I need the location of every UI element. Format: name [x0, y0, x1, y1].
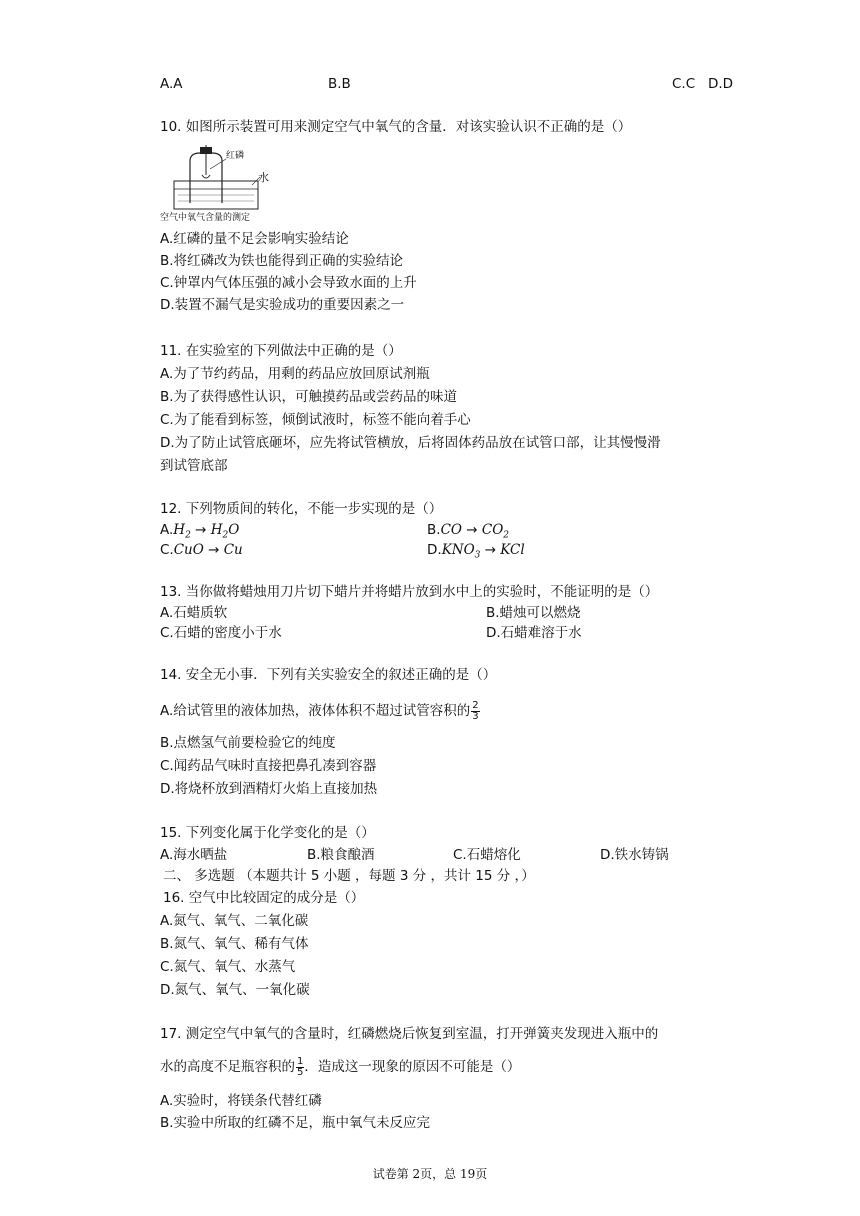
q16-option-a: A.氮气、氧气、二氧化碳 — [160, 913, 309, 929]
q17-stem-line1: 17. 测定空气中氧气的含量时，红磷燃烧后恢复到室温，打开弹簧夹发现进入瓶中的 — [160, 1026, 659, 1042]
q10-option-b: B.将红磷改为铁也能得到正确的实验结论 — [160, 253, 404, 269]
q11-option-d-continued: 到试管底部 — [160, 458, 228, 474]
q16-option-c: C.氮气、氧气、水蒸气 — [160, 959, 296, 975]
q13-option-a: A.石蜡质软 — [160, 605, 228, 621]
q12-stem: 12. 下列物质间的转化，不能一步实现的是（） — [160, 501, 443, 517]
q17-option-a: A.实验时，将镁条代替红磷 — [160, 1093, 322, 1109]
q9-option-a: A.A — [160, 76, 183, 92]
q13-option-c: C.石蜡的密度小于水 — [160, 625, 282, 641]
q14-option-d: D.将烧杯放到酒精灯火焰上直接加热 — [160, 781, 378, 797]
q9-option-c: C.C — [672, 76, 696, 92]
figure-label-phosphorus: 红磷 — [226, 151, 245, 161]
q16-option-d: D.氮气、氧气、一氧化碳 — [160, 982, 310, 998]
q15-option-c: C.石蜡熔化 — [453, 847, 521, 863]
q11-option-b: B.为了获得感性认识，可触摸药品或尝药品的味道 — [160, 389, 458, 405]
q12-option-d: $D.KNO_3$ → KCl — [427, 542, 525, 561]
q10-stem: 10. 如图所示装置可用来测定空气中氧气的含量．对该实验认识不正确的是（） — [160, 119, 632, 135]
q16-stem: 16. 空气中比较固定的成分是（） — [163, 890, 365, 906]
q15-option-b: B.粮食酿酒 — [307, 847, 375, 863]
q17-stem-line2: 水的高度不足瓶容积的 $\frac{1}{5}$ ．造成这一现象的原因不可能是（） — [160, 1055, 521, 1078]
q11-option-a: A.为了节约药品，用剩的药品应放回原试剂瓶 — [160, 366, 430, 382]
q14-option-a: A.给试管里的液体加热，液体体积不超过试管容积的 $\frac{2}{3}$ — [160, 699, 479, 722]
q10-option-d: D.装置不漏气是实验成功的重要因素之一 — [160, 297, 405, 313]
q12-option-b: $B.CO \to CO_2$ — [427, 522, 510, 541]
page-footer: 试卷第 2页，总 19页 — [372, 1167, 488, 1181]
q10-option-c: C.钟罩内气体压强的减小会导致水面的上升 — [160, 275, 417, 291]
q12-option-c: C.CuO → Cu — [160, 542, 243, 558]
q14-option-c: C.闻药品气味时直接把鼻孔凑到容器 — [160, 758, 377, 774]
q14-option-b: B.点燃氢气前要检验它的纯度 — [160, 735, 336, 751]
figure-caption: 空气中氧气含量的测定 — [160, 213, 251, 223]
q17-option-b: B.实验中所取的红磷不足，瓶中氧气未反应完 — [160, 1115, 431, 1131]
q14-stem: 14. 安全无小事．下列有关实验安全的叙述正确的是（） — [160, 667, 497, 683]
q11-option-c: C.为了能看到标签，倾倒试液时，标签不能向着手心 — [160, 412, 471, 428]
q13-option-b: B.蜡烛可以燃烧 — [486, 605, 581, 621]
q15-option-d: D.铁水铸锅 — [600, 847, 669, 863]
q12-option-a: $A.H_2 \to H_2O$ — [160, 522, 240, 541]
q9-option-d: D.D — [708, 76, 734, 92]
q10-option-a: A.红磷的量不足会影响实验结论 — [160, 231, 349, 247]
q13-stem: 13. 当你做将蜡烛用刀片切下蜡片并将蜡片放到水中上的实验时，不能证明的是（） — [160, 584, 659, 600]
q13-option-d: D.石蜡难溶于水 — [486, 625, 582, 641]
q16-option-b: B.氮气、氧气、稀有气体 — [160, 936, 309, 952]
q9-option-b: B.B — [328, 76, 351, 92]
q11-stem: 11. 在实验室的下列做法中正确的是（） — [160, 343, 402, 359]
figure-label-water: 水 — [258, 171, 269, 184]
q11-option-d: D.为了防止试管底砸坏，应先将试管横放，后将固体药品放在试管口部，让其慢慢滑 — [160, 435, 661, 451]
section-heading-multiple-choice: 二、 多选题 （本题共计 5 小题 ，每题 3 分 ，共计 15 分 ，） — [163, 868, 535, 884]
fraction-one-fifth: $\frac{1}{5}$ — [297, 1055, 304, 1078]
q15-option-a: A.海水晒盐 — [160, 847, 228, 863]
fraction-two-thirds: $\frac{2}{3}$ — [472, 699, 479, 722]
q15-stem: 15. 下列变化属于化学变化的是（） — [160, 825, 375, 841]
